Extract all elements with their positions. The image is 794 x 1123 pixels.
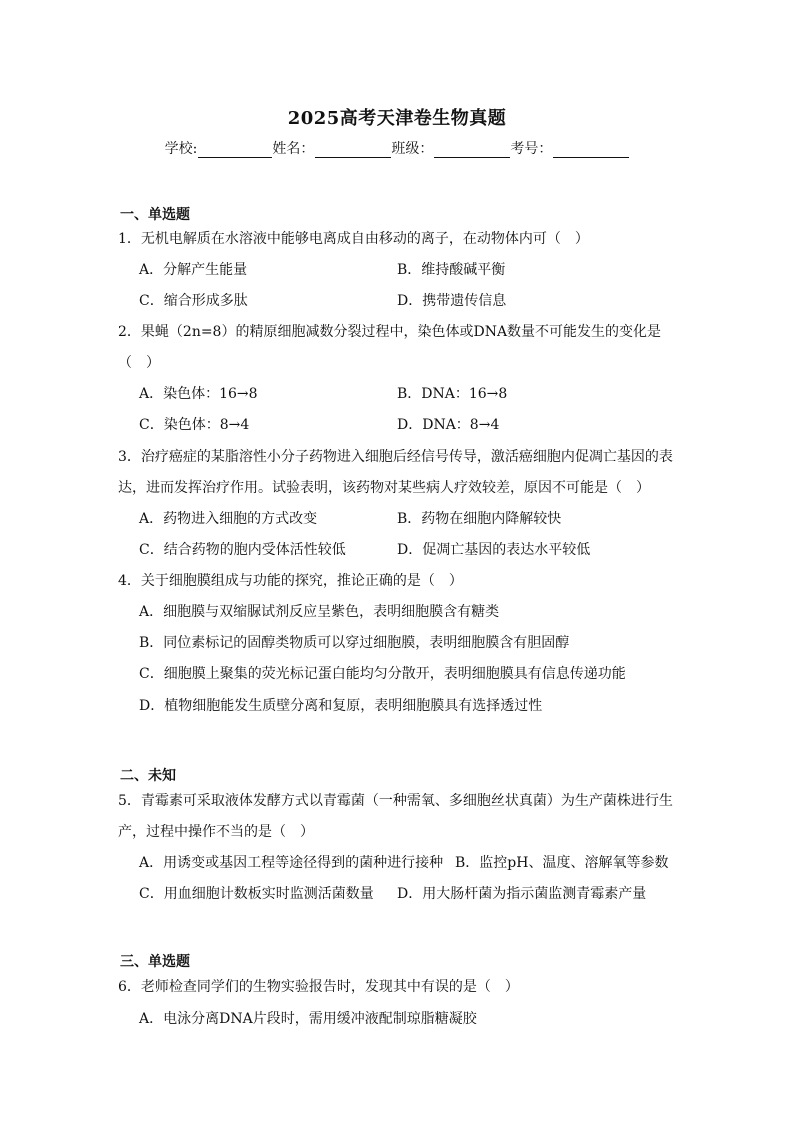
- school-label: 学校:: [164, 141, 198, 157]
- class-blank[interactable]: [434, 143, 510, 158]
- question-5-stem-cont: 产，过程中操作不当的是（ ）: [118, 824, 314, 840]
- question-5-option-b[interactable]: B．监控pH、温度、溶解氧等参数: [455, 855, 669, 871]
- exam-title: 2025高考天津卷生物真题: [287, 108, 507, 129]
- question-4-stem: 4．关于细胞膜组成与功能的探究，推论正确的是（ ）: [118, 573, 463, 589]
- question-3-option-b[interactable]: B．药物在细胞内降解较快: [397, 511, 562, 527]
- question-2-stem: 2．果蝇（2n=8）的精原细胞减数分裂过程中，染色体或DNA数量不可能发生的变化是: [118, 324, 662, 340]
- question-3-stem-cont: 达，进而发挥治疗作用。试验表明，该药物对某些病人疗效较差，原因不可能是（ ）: [118, 480, 650, 496]
- question-5-option-c[interactable]: C．用血细胞计数板实时监测活菌数量: [139, 886, 374, 902]
- number-field: [510, 138, 629, 158]
- class-label: 班级：: [391, 141, 434, 157]
- section-heading: 一、单选题: [120, 207, 190, 223]
- school-field: [165, 138, 273, 158]
- question-6-option-a[interactable]: A．电泳分离DNA片段时，需用缓冲液配制琼脂糖凝胶: [139, 1011, 477, 1027]
- name-label: 姓名：: [272, 141, 315, 157]
- question-4-option-b[interactable]: B．同位素标记的固醇类物质可以穿过细胞膜，表明细胞膜含有胆固醇: [139, 635, 570, 651]
- section-heading: 三、单选题: [120, 954, 190, 970]
- question-3-option-c[interactable]: C．结合药物的胞内受体活性较低: [139, 542, 346, 558]
- question-3-stem: 3．治疗癌症的某脂溶性小分子药物进入细胞后经信号传导，激活癌细胞内促凋亡基因的表: [118, 449, 673, 465]
- question-1-stem: 1．无机电解质在水溶液中能够电离成自由移动的离子，在动物体内可（ ）: [118, 231, 589, 247]
- question-1-option-b[interactable]: B．维持酸碱平衡: [397, 262, 506, 278]
- question-1-option-a[interactable]: A．分解产生能量: [139, 262, 248, 278]
- question-2-option-b[interactable]: B．DNA：16→8: [397, 386, 508, 402]
- question-4-option-a[interactable]: A．细胞膜与双缩脲试剂反应呈紫色，表明细胞膜含有糖类: [139, 604, 500, 620]
- question-1-option-d[interactable]: D．携带遗传信息: [397, 293, 507, 309]
- name-field: [272, 138, 391, 158]
- section-heading: 二、未知: [120, 768, 176, 784]
- question-4-option-d[interactable]: D．植物细胞能发生质壁分离和复原，表明细胞膜具有选择透过性: [139, 698, 543, 714]
- number-blank[interactable]: [553, 143, 629, 158]
- class-field: [391, 138, 510, 158]
- question-2-stem-cont: （ ）: [118, 355, 160, 371]
- question-2-option-d[interactable]: D．DNA：8→4: [397, 417, 500, 433]
- question-6-stem: 6．老师检查同学们的生物实验报告时，发现其中有误的是（ ）: [118, 979, 519, 995]
- question-4-option-c[interactable]: C．细胞膜上聚集的荧光标记蛋白能均匀分散开，表明细胞膜具有信息传递功能: [139, 666, 626, 682]
- question-3-option-d[interactable]: D．促凋亡基因的表达水平较低: [397, 542, 591, 558]
- number-label: 考号：: [510, 141, 553, 157]
- question-2-option-c[interactable]: C．染色体：8→4: [139, 417, 250, 433]
- question-2-option-a[interactable]: A．染色体：16→8: [139, 386, 258, 402]
- question-1-option-c[interactable]: C．缩合形成多肽: [139, 293, 248, 309]
- question-3-option-a[interactable]: A．药物进入细胞的方式改变: [139, 511, 318, 527]
- school-blank[interactable]: [198, 143, 272, 158]
- question-5-stem: 5．青霉素可采取液体发酵方式以青霉菌（一种需氧、多细胞丝状真菌）为生产菌株进行生: [118, 793, 673, 809]
- question-5-option-a[interactable]: A．用诱变或基因工程等途径得到的菌种进行接种: [139, 855, 444, 871]
- question-5-option-d[interactable]: D．用大肠杆菌为指示菌监测青霉素产量: [397, 886, 647, 902]
- student-info-row: [0, 138, 794, 158]
- name-blank[interactable]: [315, 143, 391, 158]
